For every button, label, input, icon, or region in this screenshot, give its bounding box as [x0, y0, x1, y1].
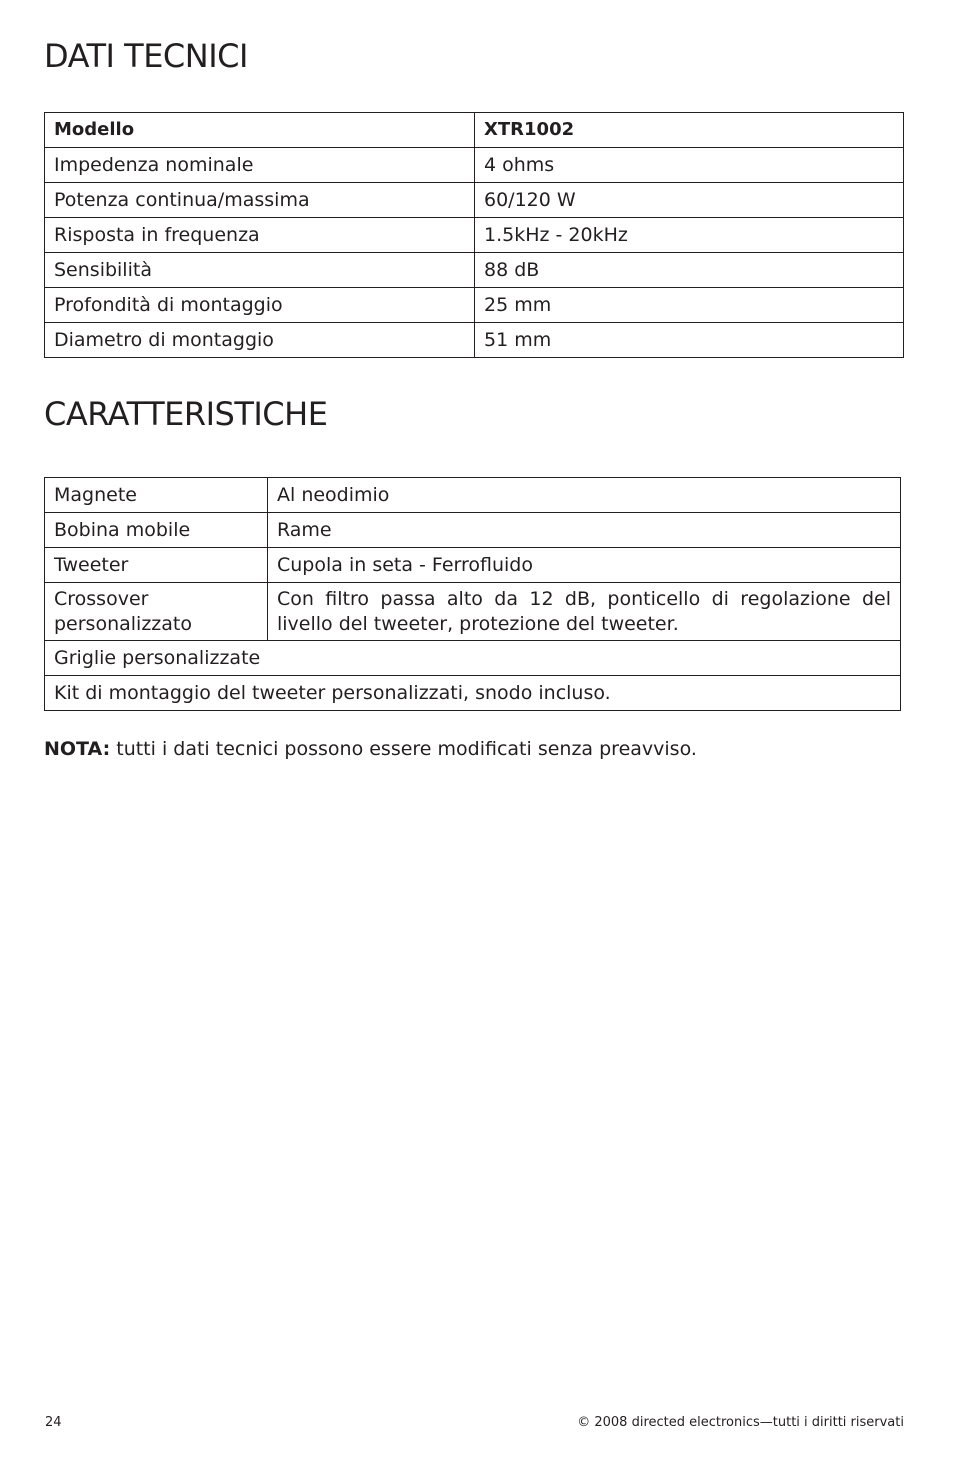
- feature-value: Cupola in seta - Ferrofluido: [268, 548, 901, 583]
- note-paragraph: [44, 738, 697, 760]
- spec-label: Impedenza nominale: [45, 148, 475, 183]
- spec-label: Potenza continua/massima: [45, 183, 475, 218]
- feature-label: Magnete: [45, 478, 268, 513]
- table-row: [45, 548, 901, 583]
- table-row: [45, 218, 904, 253]
- specs-title: DATI TECNICI: [44, 37, 248, 75]
- specs-table: [44, 112, 904, 358]
- spec-value: 4 ohms: [475, 148, 904, 183]
- copyright-text: © 2008 directed electronics—tutti i diritti riservati: [577, 1415, 904, 1430]
- feature-full-row: Griglie personalizzate: [45, 641, 901, 676]
- spec-value: 25 mm: [475, 288, 904, 323]
- feature-full-row: Kit di montaggio del tweeter personalizzati, snodo incluso.: [45, 676, 901, 711]
- header-model: XTR1002: [475, 113, 904, 148]
- header-label: Modello: [45, 113, 475, 148]
- spec-label: Diametro di montaggio: [45, 323, 475, 358]
- feature-value: Con filtro passa alto da 12 dB, ponticello di regolazione del livello del tweeter, protezione del tweeter.: [268, 583, 901, 641]
- spec-label: Sensibilità: [45, 253, 475, 288]
- feature-label: Tweeter: [45, 548, 268, 583]
- table-row: [45, 583, 901, 641]
- spec-label: Profondità di montaggio: [45, 288, 475, 323]
- table-row: [45, 183, 904, 218]
- table-row: [45, 676, 901, 711]
- table-row: [45, 148, 904, 183]
- spec-label: Risposta in frequenza: [45, 218, 475, 253]
- table-header-row: [45, 113, 904, 148]
- features-title: CARATTERISTICHE: [44, 395, 328, 433]
- feature-label: Crossover personalizzato: [45, 583, 268, 641]
- table-row: [45, 288, 904, 323]
- page-number: 24: [45, 1415, 62, 1430]
- note-text: tutti i dati tecnici possono essere modificati senza preavviso.: [110, 738, 697, 760]
- table-row: [45, 478, 901, 513]
- feature-value: Rame: [268, 513, 901, 548]
- spec-value: 60/120 W: [475, 183, 904, 218]
- table-row: [45, 253, 904, 288]
- spec-value: 1.5kHz - 20kHz: [475, 218, 904, 253]
- spec-value: 88 dB: [475, 253, 904, 288]
- feature-value: Al neodimio: [268, 478, 901, 513]
- table-row: [45, 641, 901, 676]
- note-label: NOTA:: [44, 738, 111, 760]
- feature-label: Bobina mobile: [45, 513, 268, 548]
- table-row: [45, 323, 904, 358]
- spec-value: 51 mm: [475, 323, 904, 358]
- features-table: [44, 477, 901, 711]
- table-row: [45, 513, 901, 548]
